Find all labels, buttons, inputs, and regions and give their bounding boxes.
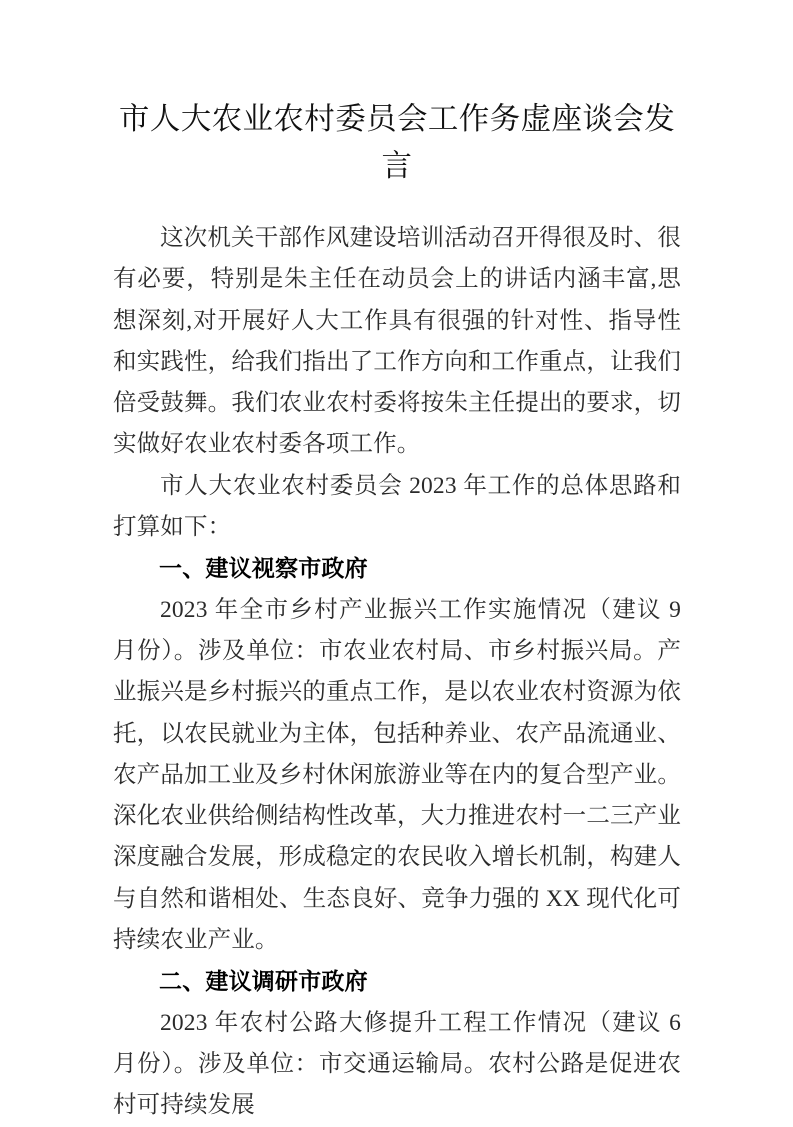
section-heading-one: 一、建议视察市政府 — [159, 555, 368, 582]
paragraph-section-two-body: 2023 年农村公路大修提升工程工作情况（建议 6 月份）。涉及单位：市交通运输局。农村公路是促进农村可持续发展 — [113, 1009, 681, 1119]
paragraph-intro: 这次机关干部作风建设培训活动召开得很及时、很有必要，特别是朱主任在动员会上的讲话内涵丰富,思想深刻,对开展好人大工作具有很强的针对性、指导性和实践性，给我们指出了工作方向和工作重点，让我们倍受鼓舞。我们农业农村委将按朱主任提出的要求，切实做好农业农村委各项工作。 — [113, 225, 681, 458]
paragraph-section-one-body: 2023 年全市乡村产业振兴工作实施情况（建议 9 月份）。涉及单位：市农业农村局、市乡村振兴局。产业振兴是乡村振兴的重点工作，是以农业农村资源为依托，以农民就业为主体，包括种养业、农产品流通业、农产品加工业及乡村休闲旅游业等在内的复合型产业。深化农业供给侧结构性改革，大力推进农村一二三产业深度融合发展，形成稳定的农民收入增长机制，构建人与自然和谐相处、生态良好、竞争力强的 XX 现代化可持续农业产业。 — [113, 596, 681, 954]
paragraph-overview: 市人大农业农村委员会 2023 年工作的总体思路和打算如下： — [113, 472, 681, 541]
page-title: 市人大农业农村委员会工作务虚座谈会发言 — [118, 102, 676, 183]
document-body — [113, 96, 681, 1127]
section-heading-two: 二、建议调研市政府 — [159, 968, 368, 995]
